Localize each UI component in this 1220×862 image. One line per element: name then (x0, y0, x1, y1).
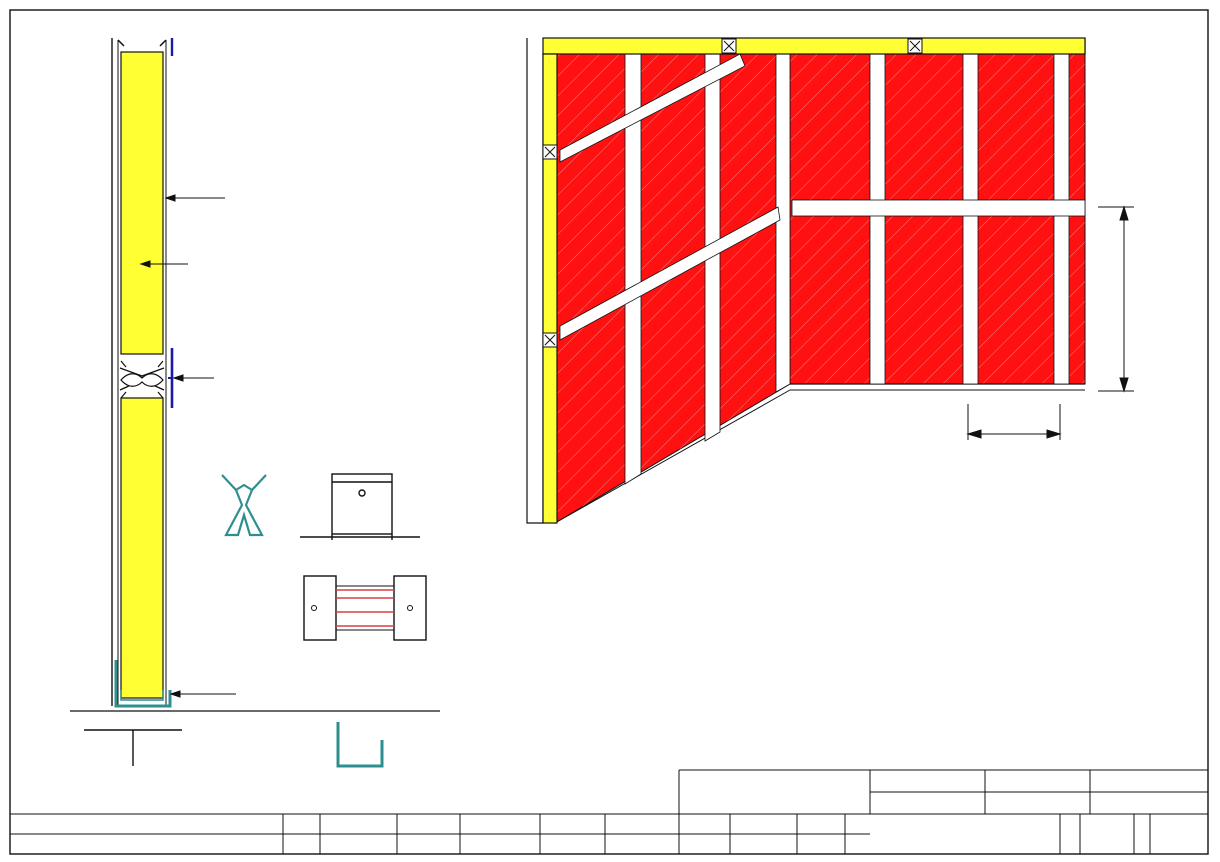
clip-section-view (220, 475, 268, 535)
c-trim-profile (338, 722, 382, 766)
corner-post (543, 54, 557, 523)
t-strip-profile (84, 730, 182, 766)
dimension-600 (968, 404, 1060, 440)
perspective-view (527, 38, 1085, 523)
top-beam (543, 38, 1085, 54)
wall-section-detail (70, 38, 440, 711)
clip-top-view (304, 576, 426, 640)
glass-wool-board-lower (121, 398, 163, 698)
glass-wool-board-upper (121, 52, 163, 354)
dimension-1200 (1098, 207, 1134, 391)
title-block (10, 770, 1208, 854)
clip-side-view (300, 474, 420, 540)
